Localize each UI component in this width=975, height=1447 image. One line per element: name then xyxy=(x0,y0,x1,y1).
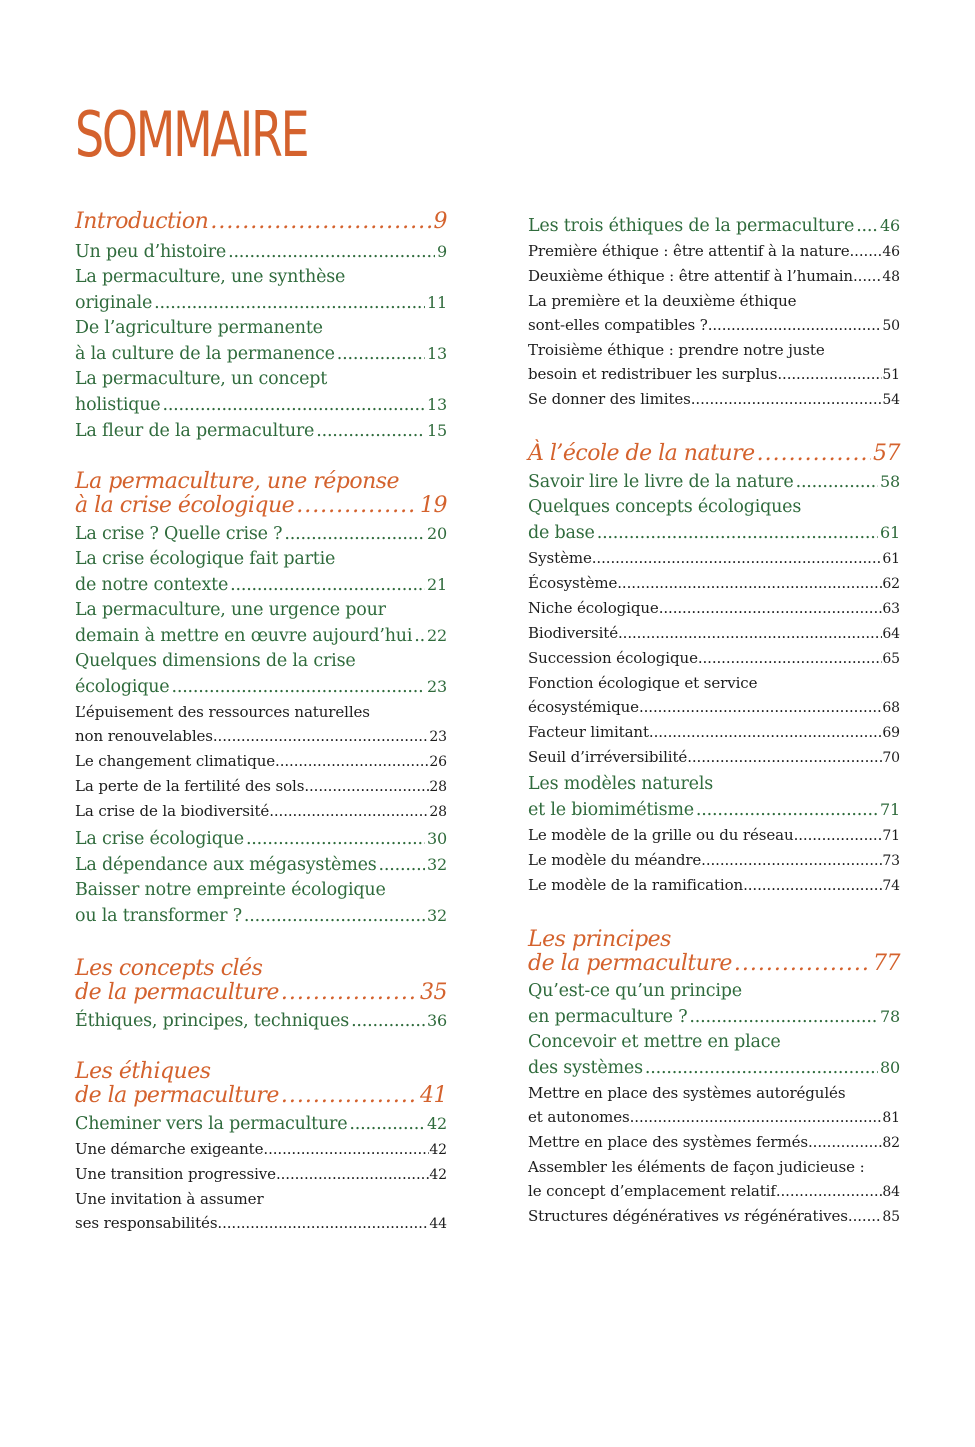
toc-subsection[interactable] xyxy=(528,1081,900,1130)
toc-subsection[interactable] xyxy=(528,1204,900,1229)
toc-section[interactable] xyxy=(528,213,900,239)
subsection-title-part: Structures dégénératives xyxy=(528,1207,724,1225)
leader-dots xyxy=(691,387,883,411)
subsection-title: Se donner des limites xyxy=(528,390,691,408)
toc-subsection[interactable] xyxy=(75,749,447,774)
toc-subsection[interactable] xyxy=(528,546,900,571)
subsection-title-line2: le concept d’emplacement relatif xyxy=(528,1182,776,1200)
toc-section[interactable] xyxy=(75,852,447,878)
leader-dots xyxy=(351,1009,425,1034)
leader-dots xyxy=(776,1179,883,1203)
leader-dots xyxy=(337,342,425,367)
section-title-line1: Baisser notre empreinte écologique xyxy=(75,880,386,900)
subsection-page: 70 xyxy=(882,750,900,766)
subsection-page: 46 xyxy=(882,244,900,260)
subsection-title-line2: ses responsabilités xyxy=(75,1214,218,1232)
leader-dots xyxy=(263,1137,429,1161)
subsection-title: Le modèle de la grille ou du réseau xyxy=(528,826,794,844)
section-title-line1: La crise écologique fait partie xyxy=(75,549,336,569)
chapter-title-line2: à la crise écologique xyxy=(75,493,295,518)
subsection-page: 85 xyxy=(882,1209,900,1225)
section-title-line1: Quelques concepts écologiques xyxy=(528,497,802,517)
subsection-page: 51 xyxy=(882,367,900,383)
leader-dots xyxy=(698,646,883,670)
subsection-title: Une transition progressive xyxy=(75,1165,276,1183)
section-page: 15 xyxy=(427,421,447,440)
subsection-page: 28 xyxy=(429,779,447,795)
toc-section[interactable] xyxy=(75,316,447,367)
leader-dots xyxy=(244,904,425,929)
toc-subsection[interactable] xyxy=(528,1155,900,1204)
toc-chapter-ecole-nature[interactable] xyxy=(528,442,900,466)
section-title-line1: La permaculture, un concept xyxy=(75,369,328,389)
subsection-page: 42 xyxy=(429,1167,447,1183)
toc-subsection[interactable] xyxy=(528,596,900,621)
subsection-title: Seuil d’irréversibilité xyxy=(528,748,688,766)
leader-dots xyxy=(645,1056,878,1081)
toc-subsection[interactable] xyxy=(528,239,900,264)
chapter-title-line1: Les concepts clés xyxy=(75,956,263,981)
subsection-title-line2: écosystémique xyxy=(528,698,639,716)
leader-dots xyxy=(349,1112,425,1137)
subsection-title: Le changement climatique xyxy=(75,752,276,770)
subsection-page: 61 xyxy=(882,551,900,567)
chapter-page: 77 xyxy=(873,951,900,976)
subsection-title: La perte de la fertilité des sols xyxy=(75,777,305,795)
subsection-title-part: régénératives xyxy=(739,1207,848,1225)
subsection-page: 62 xyxy=(882,576,900,592)
section-title-line2: écologique xyxy=(75,677,170,697)
subsection-title-line2: et autonomes xyxy=(528,1108,630,1126)
leader-dots xyxy=(850,239,883,263)
leader-dots xyxy=(304,774,429,798)
leader-dots xyxy=(743,873,882,897)
chapter-page: 57 xyxy=(873,441,900,466)
leader-dots xyxy=(777,362,882,386)
leader-dots xyxy=(228,240,435,265)
subsection-title: Mettre en place des systèmes fermés xyxy=(528,1133,808,1151)
section-title-line2: et le biomimétisme xyxy=(528,800,694,820)
leader-dots xyxy=(617,571,882,595)
section-page: 30 xyxy=(427,829,447,848)
section-title-line1: Qu’est-ce qu’un principe xyxy=(528,981,742,1001)
section-title: La fleur de la permaculture xyxy=(75,421,315,441)
subsection-title-line1: L’épuisement des ressources naturelles xyxy=(75,703,370,721)
leader-dots xyxy=(618,621,882,645)
leader-dots xyxy=(379,853,426,878)
leader-dots xyxy=(848,1204,882,1228)
subsection-title-line2: besoin et redistribuer les surplus xyxy=(528,365,778,383)
leader-dots xyxy=(796,470,878,495)
toc-subsection[interactable] xyxy=(528,621,900,646)
toc-right-column xyxy=(528,210,900,1229)
leader-dots xyxy=(213,724,429,748)
chapter-title-line1: Les principes xyxy=(528,927,671,952)
section-title: La crise écologique xyxy=(75,829,244,849)
subsection-page: 44 xyxy=(429,1216,447,1232)
section-page: 11 xyxy=(427,293,447,312)
leader-dots xyxy=(281,1084,418,1108)
subsection-title: Niche écologique xyxy=(528,599,659,617)
subsection-title-line1: La première et la deuxième éthique xyxy=(528,292,797,310)
subsection-page: 48 xyxy=(882,269,900,285)
toc-section[interactable] xyxy=(75,598,447,649)
toc-subsection[interactable] xyxy=(528,873,900,898)
toc-section[interactable] xyxy=(75,418,447,444)
subsection-title: Le modèle de la ramification xyxy=(528,876,744,894)
chapter-title-line2: de la permaculture xyxy=(75,980,279,1005)
section-title-line2: holistique xyxy=(75,395,161,415)
section-page: 13 xyxy=(427,344,447,363)
section-title: Savoir lire le livre de la nature xyxy=(528,472,794,492)
leader-dots xyxy=(281,981,418,1005)
section-title-line2: des systèmes xyxy=(528,1058,643,1078)
toc-section[interactable] xyxy=(528,979,900,1030)
subsection-title: Une démarche exigeante xyxy=(75,1140,264,1158)
toc-subsection[interactable] xyxy=(75,799,447,824)
subsection-title: La crise de la biodiversité xyxy=(75,802,270,820)
leader-dots xyxy=(597,521,878,546)
section-page: 21 xyxy=(427,575,447,594)
toc-subsection[interactable] xyxy=(75,700,447,749)
toc-section[interactable] xyxy=(75,265,447,316)
toc-section[interactable] xyxy=(75,1008,447,1034)
subsection-title: Succession écologique xyxy=(528,649,698,667)
toc-subsection[interactable] xyxy=(528,671,900,720)
leader-dots xyxy=(689,1005,878,1030)
toc-section[interactable] xyxy=(75,878,447,929)
subsection-title-line1: Une invitation à assumer xyxy=(75,1190,264,1208)
section-page: 80 xyxy=(880,1058,900,1077)
chapter-title-line1: La permaculture, une réponse xyxy=(75,469,400,494)
section-page: 23 xyxy=(427,677,447,696)
leader-dots xyxy=(269,799,429,823)
section-title-line2: ou la transformer ? xyxy=(75,906,242,926)
chapter-title-line1: Les éthiques xyxy=(75,1059,211,1084)
section-page: 46 xyxy=(880,216,900,235)
section-page: 32 xyxy=(427,906,447,925)
leader-dots xyxy=(649,720,882,744)
toc-section[interactable] xyxy=(75,1111,447,1137)
toc-section[interactable] xyxy=(75,239,447,265)
subsection-page: 23 xyxy=(429,729,447,745)
leader-dots xyxy=(275,749,429,773)
section-page: 42 xyxy=(427,1114,447,1133)
toc-subsection[interactable] xyxy=(528,646,900,671)
section-title: Éthiques, principes, techniques xyxy=(75,1011,350,1031)
chapter-title: Introduction xyxy=(75,209,209,234)
subsection-title-line2: non renouvelables xyxy=(75,727,213,745)
section-title-line1: La permaculture, une urgence pour xyxy=(75,600,386,620)
chapter-page: 35 xyxy=(420,980,447,1005)
leader-dots xyxy=(734,952,871,976)
subsection-title-line1: Fonction écologique et service xyxy=(528,674,758,692)
toc-subsection[interactable] xyxy=(528,264,900,289)
page-title: SOMMAIRE xyxy=(75,98,308,171)
section-page: 32 xyxy=(427,855,447,874)
toc-subsection[interactable] xyxy=(528,289,900,338)
section-page: 13 xyxy=(427,395,447,414)
leader-dots xyxy=(162,393,425,418)
subsection-page: 54 xyxy=(882,392,900,408)
section-title: La crise ? Quelle crise ? xyxy=(75,524,283,544)
chapter-title-line2: de la permaculture xyxy=(528,951,732,976)
subsection-title: Première éthique : être attentif à la nature xyxy=(528,242,850,260)
subsection-title-emphasis: vs xyxy=(723,1207,740,1225)
subsection-title: Système xyxy=(528,549,592,567)
subsection-page: 42 xyxy=(429,1142,447,1158)
chapter-page: 9 xyxy=(433,209,447,234)
leader-dots xyxy=(701,848,882,872)
subsection-page: 28 xyxy=(429,804,447,820)
section-title-line1: Quelques dimensions de la crise xyxy=(75,651,356,671)
leader-dots xyxy=(856,214,878,239)
toc-chapter-ethiques[interactable] xyxy=(75,1060,447,1108)
section-title-line2: originale xyxy=(75,293,153,313)
toc-subsection[interactable] xyxy=(75,1162,447,1187)
subsection-title: Deuxième éthique : être attentif à l’humain xyxy=(528,267,853,285)
toc-subsection[interactable] xyxy=(75,1187,447,1236)
leader-dots xyxy=(639,695,882,719)
leader-dots xyxy=(696,798,878,823)
section-page: 20 xyxy=(427,524,447,543)
section-title-line1: De l’agriculture permanente xyxy=(75,318,323,338)
toc-section[interactable] xyxy=(75,826,447,852)
leader-dots xyxy=(592,546,883,570)
leader-dots xyxy=(808,1130,882,1154)
section-title-line2: de base xyxy=(528,523,595,543)
toc-subsection[interactable] xyxy=(75,1137,447,1162)
section-page: 9 xyxy=(437,242,447,261)
section-title: Un peu d’histoire xyxy=(75,242,227,262)
leader-dots xyxy=(630,1105,883,1129)
section-page: 22 xyxy=(427,626,447,645)
subsection-title: Le modèle du méandre xyxy=(528,851,702,869)
chapter-page: 41 xyxy=(420,1083,447,1108)
leader-dots xyxy=(708,313,883,337)
leader-dots xyxy=(154,291,425,316)
toc-section[interactable] xyxy=(528,772,900,823)
subsection-title: Écosystème xyxy=(528,574,618,592)
toc-subsection[interactable] xyxy=(528,1130,900,1155)
subsection-page: 65 xyxy=(882,651,900,667)
leader-dots xyxy=(794,823,883,847)
subsection-page: 68 xyxy=(882,700,900,716)
leader-dots xyxy=(757,442,871,466)
leader-dots xyxy=(687,745,882,769)
section-title-line1: La permaculture, une synthèse xyxy=(75,267,346,287)
toc-section[interactable] xyxy=(528,495,900,546)
leader-dots xyxy=(296,494,418,518)
subsection-title-line1: Assembler les éléments de façon judicieuse : xyxy=(528,1158,865,1176)
subsection-title-line1: Mettre en place des systèmes autorégulés xyxy=(528,1084,846,1102)
section-page: 36 xyxy=(427,1011,447,1030)
section-page: 78 xyxy=(880,1007,900,1026)
section-page: 58 xyxy=(880,472,900,491)
toc-section[interactable] xyxy=(75,521,447,547)
leader-dots xyxy=(230,573,425,598)
section-title: Les trois éthiques de la permaculture xyxy=(528,216,855,236)
leader-dots xyxy=(853,264,882,288)
subsection-page: 84 xyxy=(882,1184,900,1200)
subsection-page: 69 xyxy=(882,725,900,741)
subsection-page: 71 xyxy=(882,828,900,844)
section-title: La dépendance aux mégasystèmes xyxy=(75,855,377,875)
subsection-page: 26 xyxy=(429,754,447,770)
leader-dots xyxy=(414,624,425,649)
section-page: 71 xyxy=(880,800,900,819)
leader-dots xyxy=(659,596,883,620)
subsection-title xyxy=(528,1204,848,1228)
toc-section[interactable] xyxy=(75,547,447,598)
leader-dots xyxy=(210,210,431,234)
toc-section[interactable] xyxy=(528,1030,900,1081)
subsection-page: 63 xyxy=(882,601,900,617)
toc-chapter-principes[interactable] xyxy=(528,928,900,976)
section-page: 61 xyxy=(880,523,900,542)
subsection-page: 82 xyxy=(882,1135,900,1151)
leader-dots xyxy=(276,1162,429,1186)
section-title-line2: en permaculture ? xyxy=(528,1007,688,1027)
chapter-page: 19 xyxy=(420,493,447,518)
toc-subsection[interactable] xyxy=(75,774,447,799)
leader-dots xyxy=(316,419,425,444)
subsection-title-line2: sont-elles compatibles ? xyxy=(528,316,708,334)
subsection-page: 74 xyxy=(882,878,900,894)
subsection-title-line1: Troisième éthique : prendre notre juste xyxy=(528,341,825,359)
toc-subsection[interactable] xyxy=(528,823,900,848)
section-title-line2: à la culture de la permanence xyxy=(75,344,335,364)
toc-chapter-crise[interactable] xyxy=(75,470,447,518)
subsection-page: 50 xyxy=(882,318,900,334)
toc-subsection[interactable] xyxy=(528,720,900,745)
toc-subsection[interactable] xyxy=(528,571,900,596)
toc-subsection[interactable] xyxy=(528,848,900,873)
subsection-page: 73 xyxy=(882,853,900,869)
toc-section[interactable] xyxy=(75,367,447,418)
toc-left-column xyxy=(75,210,447,1236)
toc-chapter-introduction[interactable] xyxy=(75,210,447,234)
subsection-title: Facteur limitant xyxy=(528,723,649,741)
leader-dots xyxy=(171,675,425,700)
leader-dots xyxy=(246,827,425,852)
section-title-line2: demain à mettre en œuvre aujourd’hui xyxy=(75,626,413,646)
subsection-page: 81 xyxy=(882,1110,900,1126)
toc-section[interactable] xyxy=(75,649,447,700)
leader-dots xyxy=(217,1211,429,1235)
section-title-line1: Concevoir et mettre en place xyxy=(528,1032,781,1052)
toc-subsection[interactable] xyxy=(528,387,900,412)
section-title: Cheminer vers la permaculture xyxy=(75,1114,348,1134)
toc-section[interactable] xyxy=(528,469,900,495)
toc-subsection[interactable] xyxy=(528,338,900,387)
chapter-title-line2: de la permaculture xyxy=(75,1083,279,1108)
chapter-title: À l’école de la nature xyxy=(528,441,755,466)
toc-subsection[interactable] xyxy=(528,745,900,770)
leader-dots xyxy=(284,522,425,547)
section-title-line2: de notre contexte xyxy=(75,575,229,595)
toc-chapter-concepts[interactable] xyxy=(75,957,447,1005)
section-title-line1: Les modèles naturels xyxy=(528,774,714,794)
subsection-title: Biodiversité xyxy=(528,624,618,642)
subsection-page: 64 xyxy=(882,626,900,642)
